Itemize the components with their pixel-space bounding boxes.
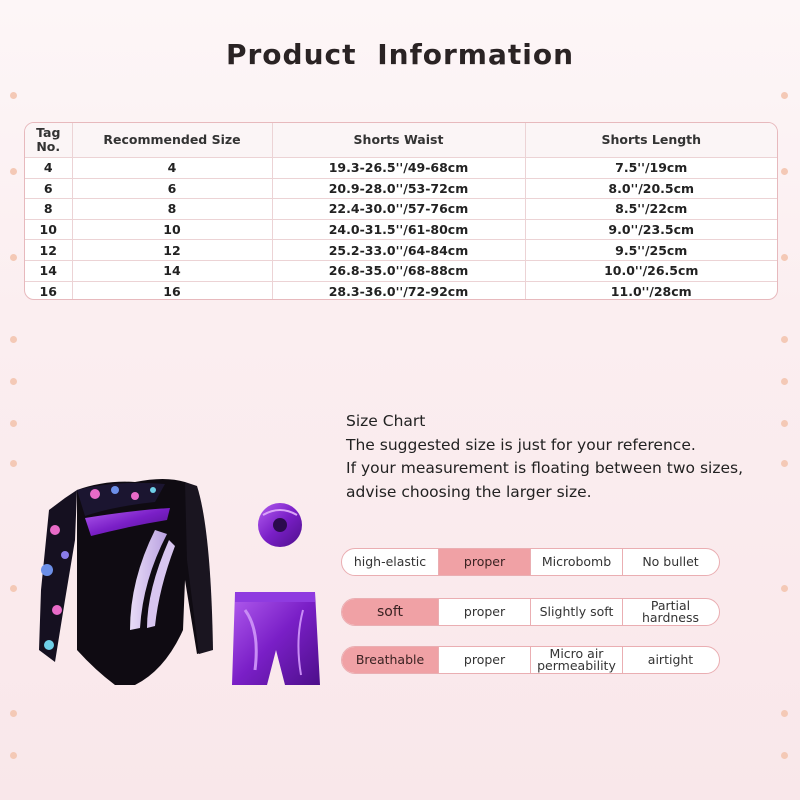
cell-tag: 4 — [25, 158, 72, 179]
feature-option: Partial hardness — [641, 598, 700, 625]
cell-length: 7.5''/19cm — [525, 158, 777, 179]
cell-size: 16 — [72, 281, 272, 300]
header-shorts-waist: Shorts Waist — [272, 123, 525, 158]
cell-size: 4 — [72, 158, 272, 179]
cell-length: 8.0''/20.5cm — [525, 178, 777, 199]
size-notes — [346, 410, 743, 504]
feature-bar-softness — [341, 598, 720, 626]
cell-waist: 22.4-30.0''/57-76cm — [272, 199, 525, 220]
cell-tag: 16 — [25, 281, 72, 300]
feature-option-selected: proper — [439, 647, 531, 673]
feature-bar-elasticity — [341, 548, 720, 576]
cell-waist: 26.8-35.0''/68-88cm — [272, 260, 525, 281]
table-header-row — [25, 123, 777, 158]
table-row — [25, 260, 777, 281]
cell-tag: 10 — [25, 219, 72, 240]
cell-tag: 12 — [25, 240, 72, 261]
feature-label: soft — [342, 599, 439, 625]
table-row — [25, 199, 777, 220]
leotard-image — [39, 479, 213, 685]
notes-line: advise choosing the larger size. — [346, 482, 592, 501]
cell-length: 9.5''/25cm — [525, 240, 777, 261]
feature-option: Micro air permeability — [531, 647, 623, 673]
feature-option-selected: proper — [439, 549, 531, 575]
cell-waist: 19.3-26.5''/49-68cm — [272, 158, 525, 179]
cell-size: 10 — [72, 219, 272, 240]
table-row — [25, 219, 777, 240]
cell-length: 9.0''/23.5cm — [525, 219, 777, 240]
feature-label: Breathable — [342, 647, 439, 673]
size-table — [24, 122, 778, 300]
feature-option: airtight — [647, 652, 694, 667]
table-row — [25, 178, 777, 199]
cell-size: 14 — [72, 260, 272, 281]
feature-label: high-elastic — [342, 549, 439, 575]
cell-size: 6 — [72, 178, 272, 199]
cell-tag: 14 — [25, 260, 72, 281]
feature-option: Slightly soft — [531, 599, 623, 625]
page-title: Product Information — [225, 38, 575, 71]
cell-tag: 8 — [25, 199, 72, 220]
cell-length: 10.0''/26.5cm — [525, 260, 777, 281]
header-shorts-length: Shorts Length — [525, 123, 777, 158]
notes-line: If your measurement is floating between two sizes, — [346, 459, 743, 477]
cell-length: 11.0''/28cm — [610, 283, 692, 299]
scrunchie-image — [258, 503, 302, 547]
header-recommended-size: Recommended Size — [72, 123, 272, 158]
shorts-image — [232, 592, 320, 685]
cell-length: 8.5''/22cm — [525, 199, 777, 220]
notes-heading: Size Chart — [346, 412, 426, 430]
cell-waist: 25.2-33.0''/64-84cm — [272, 240, 525, 261]
feature-option: No bullet — [642, 554, 699, 569]
table-row — [25, 240, 777, 261]
cell-waist: 28.3-36.0''/72-92cm — [272, 281, 525, 300]
feature-option: Microbomb — [531, 549, 623, 575]
product-images — [35, 470, 335, 695]
cell-waist: 20.9-28.0''/53-72cm — [272, 178, 525, 199]
table-row — [25, 281, 777, 300]
cell-waist: 24.0-31.5''/61-80cm — [272, 219, 525, 240]
feature-option-selected: proper — [439, 599, 531, 625]
header-tag-no: Tag No. — [25, 123, 72, 158]
feature-bar-breathability — [341, 646, 720, 674]
cell-size: 8 — [72, 199, 272, 220]
table-row — [25, 158, 777, 179]
notes-line: The suggested size is just for your reference. — [346, 435, 696, 454]
cell-tag: 6 — [25, 178, 72, 199]
cell-size: 12 — [72, 240, 272, 261]
